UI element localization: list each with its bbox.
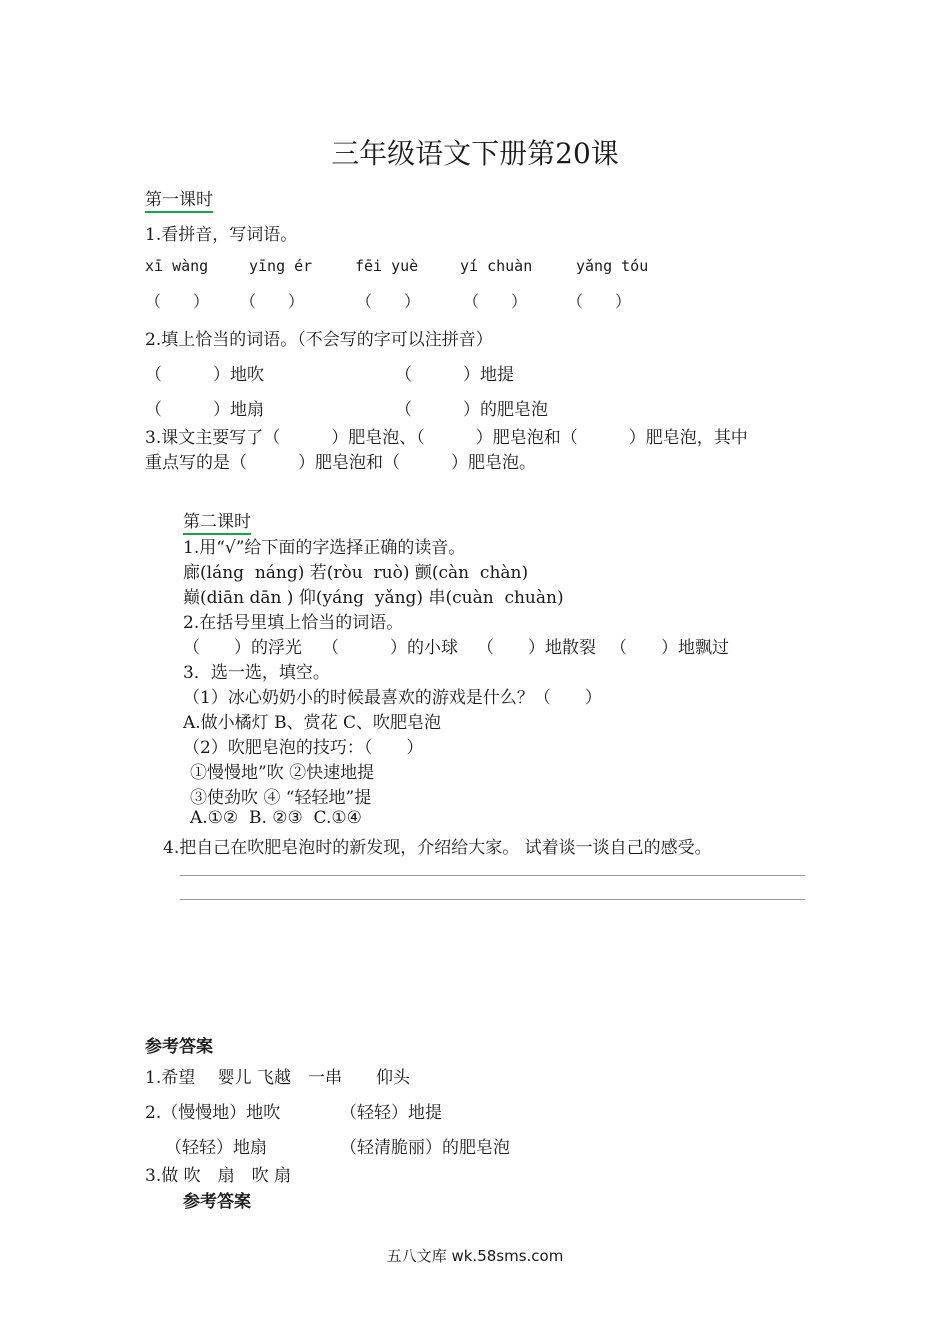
answer-blank[interactable]: （ ） <box>145 292 210 311</box>
answers-heading: 参考答案 <box>145 1037 213 1057</box>
fill-item: （ ）地散裂 <box>477 638 596 658</box>
pinyin-item: yǎng tóu <box>576 257 649 275</box>
fill-item: （ ）地飘过 <box>610 638 729 658</box>
lesson1-q1-label: 1.看拼音，写词语。 <box>145 225 298 245</box>
answer-1: 1.希望 婴儿 飞越 一串 仰头 <box>145 1068 411 1088</box>
lesson2-q4: 4.把自己在吹肥皂泡时的新发现，介绍给大家。 试着谈一谈自己的感受。 <box>163 838 712 858</box>
lesson2-q3-sub2: （2）吹肥皂泡的技巧：（ ） <box>183 738 424 758</box>
lesson1-q2-label: 2.填上恰当的词语。（不会写的字可以注拼音） <box>145 330 493 350</box>
lesson2-q1-row2: 巅(diān dān ) 仰(yáng yǎng) 串(cuàn chuàn) <box>183 588 564 608</box>
lesson2-q1-row1: 廊(láng náng) 若(ròu ruò) 颤(càn chàn) <box>183 563 529 583</box>
lesson2-heading: 第二课时 <box>183 507 251 535</box>
answer-line[interactable] <box>180 899 805 900</box>
lesson2-q1-label: 1.用“√”给下面的字选择正确的读音。 <box>183 538 466 558</box>
answer-2-item: （轻清脆丽）的肥皂泡 <box>340 1138 510 1158</box>
footer-url[interactable]: wk.58sms.com <box>451 1247 564 1265</box>
lesson2-q3-sub1-options: A.做小橘灯 B、赏花 C、吹肥皂泡 <box>183 713 441 733</box>
fill-item: （ ）地吹 <box>145 365 264 385</box>
fill-item: （ ）的浮光 <box>183 638 302 658</box>
lesson2-q3-label: 3．选一选，填空。 <box>183 663 330 683</box>
lesson2-q2-label: 2.在括号里填上恰当的词语。 <box>183 613 404 633</box>
lesson1-q3-line1: 3.课文主要写了（ ）肥皂泡、（ ）肥皂泡和（ ）肥皂泡，其中 <box>145 428 748 448</box>
answer-blank[interactable]: （ ） <box>356 292 421 311</box>
lesson2-q3-sub2-choices-a: ①慢慢地”吹 ②快速地提 <box>190 763 375 783</box>
fill-item: （ ）地扇 <box>145 400 264 420</box>
lesson1-q3-line2: 重点写的是（ ）肥皂泡和（ ）肥皂泡。 <box>145 453 536 473</box>
answer-3: 3.做 吹 扇 吹 扇 <box>145 1166 292 1186</box>
answers-heading-2: 参考答案 <box>183 1192 251 1212</box>
answer-blank[interactable]: （ ） <box>463 292 528 311</box>
footer-watermark <box>0 1245 950 1266</box>
answer-2-item: 2.（慢慢地）地吹 <box>145 1103 281 1123</box>
page-title: 三年级语文下册第20课 <box>331 137 619 170</box>
fill-item: （ ）的小球 <box>322 638 458 658</box>
lesson2-q3-sub2-choices-b: ③使劲吹 ④ “轻轻地”提 <box>190 788 372 808</box>
pinyin-item: yí chuàn <box>460 257 533 275</box>
lesson1-heading: 第一课时 <box>145 185 213 213</box>
pinyin-item: yīng ér <box>249 257 313 275</box>
answer-2-item: （轻轻）地提 <box>340 1103 442 1123</box>
lesson2-q3-sub2-options: A.①② B. ②③ C.①④ <box>190 808 362 828</box>
pinyin-item: fēi yuè <box>355 257 419 275</box>
answer-blank[interactable]: （ ） <box>567 292 632 311</box>
pinyin-item: xī wàng <box>145 257 209 275</box>
answer-2-item: （轻轻）地扇 <box>165 1138 267 1158</box>
fill-item: （ ）地提 <box>395 365 514 385</box>
answer-line[interactable] <box>180 875 805 876</box>
footer-site-name: 五八文库 <box>386 1247 447 1265</box>
lesson2-q3-sub1: （1）冰心奶奶小的时候最喜欢的游戏是什么？（ ） <box>183 688 602 708</box>
answer-blank[interactable]: （ ） <box>240 292 305 311</box>
fill-item: （ ）的肥皂泡 <box>395 400 548 420</box>
